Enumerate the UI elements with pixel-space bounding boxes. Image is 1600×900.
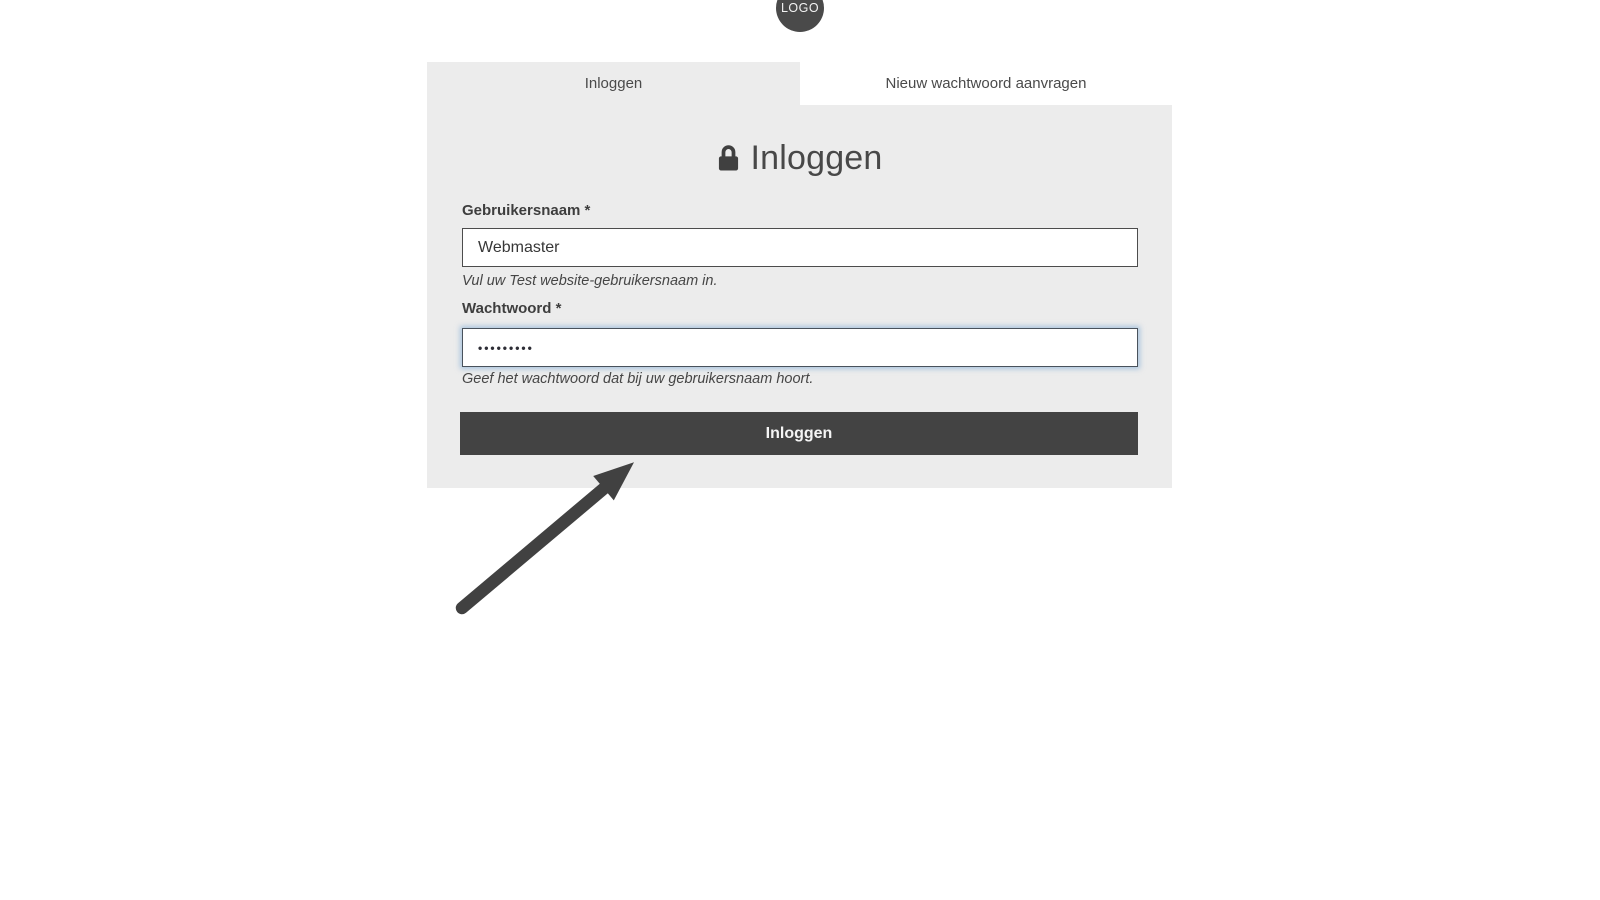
tab-inloggen-label: Inloggen	[584, 75, 643, 92]
tab-nieuw-wachtwoord-label: Nieuw wachtwoord aanvragen	[885, 75, 1087, 92]
password-input[interactable]	[462, 328, 1138, 367]
pointer-arrow-icon	[440, 448, 650, 618]
username-input[interactable]	[462, 228, 1138, 267]
login-button[interactable]: Inloggen	[460, 412, 1138, 455]
tab-nieuw-wachtwoord-aanvragen[interactable]	[800, 62, 1172, 105]
lock-icon	[716, 143, 741, 173]
username-help-text: Vul uw Test website-gebruikersnaam in.	[462, 273, 718, 289]
page-title	[427, 136, 1172, 180]
page-title-text: Inloggen	[750, 138, 883, 177]
password-label: Wachtwoord *	[462, 300, 562, 317]
tab-bar	[427, 62, 1172, 105]
logo-text: LOGO	[780, 1, 820, 15]
logo	[776, 0, 824, 32]
tab-inloggen[interactable]	[427, 62, 800, 105]
login-panel	[427, 62, 1172, 488]
password-help-text: Geef het wachtwoord dat bij uw gebruikersnaam hoort.	[462, 371, 814, 387]
username-label: Gebruikersnaam *	[462, 202, 591, 219]
